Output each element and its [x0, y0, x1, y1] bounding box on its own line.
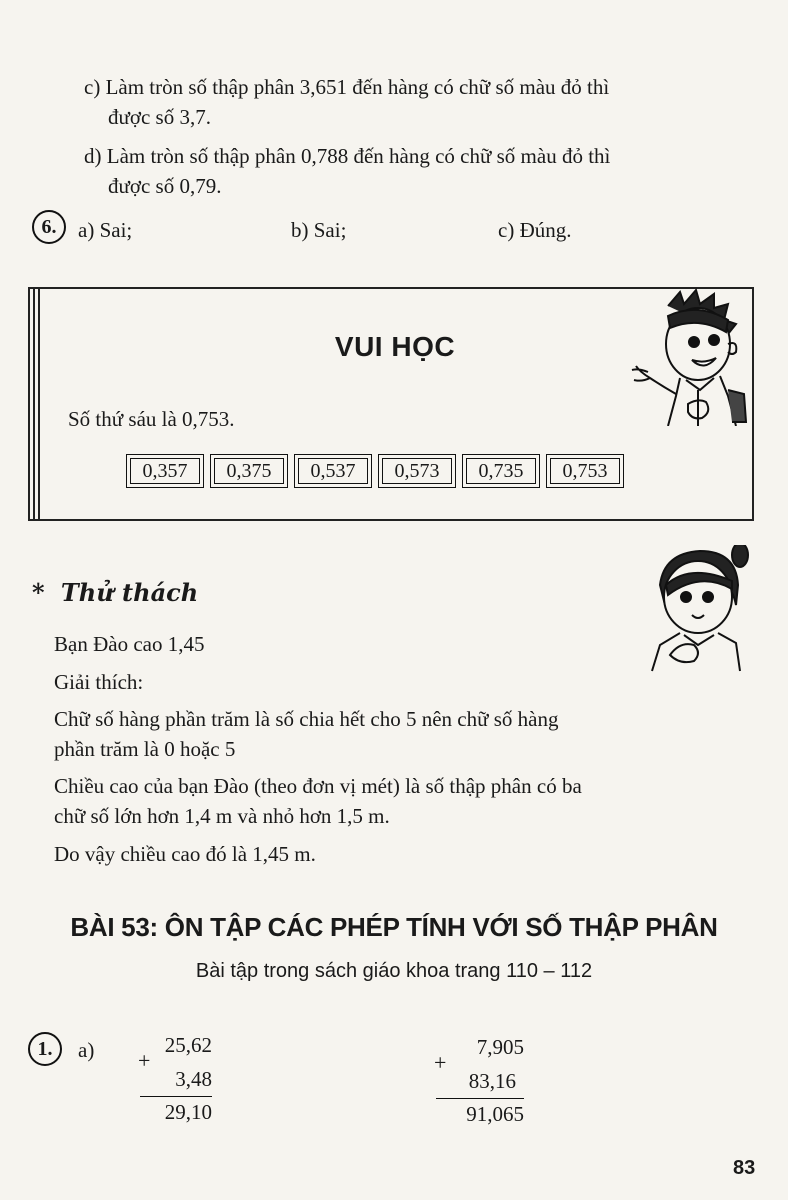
challenge-line: chữ số lớn hơn 1,4 m và nhỏ hơn 1,5 m. [54, 804, 390, 828]
number-box-value: 0,357 [130, 458, 200, 484]
challenge-line: Giải thích: [54, 670, 144, 694]
exercise-1a-label: a) [78, 1038, 95, 1062]
number-box-value: 0,753 [550, 458, 620, 484]
answer-6c: c) Đúng. [498, 218, 572, 242]
calc2 [436, 1032, 524, 1129]
item-5c-line1: c) Làm tròn số thập phân 3,651 đến hàng có chữ số màu đỏ thì [84, 75, 610, 99]
answer-6b: b) Sai; [291, 218, 347, 242]
number-box-row [126, 454, 624, 488]
calc1 [140, 1030, 212, 1127]
number-box-value: 0,537 [298, 458, 368, 484]
number-box-value: 0,375 [214, 458, 284, 484]
boy-illustration [628, 286, 750, 426]
girl-illustration [640, 545, 750, 675]
vui-hoc-title: VUI HỌC [334, 331, 456, 362]
calc1-operand1: 25,62 [164, 1033, 212, 1057]
item-5d-line2: được số 0,79. [108, 174, 222, 198]
calc2-operand2: 83,16 [468, 1069, 516, 1093]
number-box [294, 454, 372, 488]
number-box-value: 0,573 [382, 458, 452, 484]
lesson-subtitle: Bài tập trong sách giáo khoa trang 110 – 112 [195, 960, 593, 982]
lesson-title: BÀI 53: ÔN TẬP CÁC PHÉP TÍNH VỚI SỐ THẬP PHÂN [70, 912, 718, 942]
number-box [378, 454, 456, 488]
calc2-operator: + [434, 1050, 447, 1075]
number-box [462, 454, 540, 488]
exercise-6-number: 6. [32, 210, 66, 244]
item-5c-line2: được số 3,7. [108, 105, 211, 129]
item-5d-line1: d) Làm tròn số thập phân 0,788 đến hàng có chữ số màu đỏ thì [84, 144, 611, 168]
vui-hoc-statement: Số thứ sáu là 0,753. [68, 407, 235, 431]
challenge-line: Bạn Đào cao 1,45 [54, 632, 205, 656]
number-box [546, 454, 624, 488]
challenge-line: Do vậy chiều cao đó là 1,45 m. [54, 842, 316, 866]
calc2-result: 91,065 [466, 1102, 524, 1126]
number-box-value: 0,735 [466, 458, 536, 484]
exercise-1-number: 1. [28, 1032, 62, 1066]
calc1-operand2: 3,48 [175, 1067, 212, 1091]
challenge-line: Chiều cao của bạn Đào (theo đơn vị mét) là số thập phân có ba [54, 774, 582, 798]
calc1-result: 29,10 [164, 1100, 212, 1124]
challenge-line: Chữ số hàng phần trăm là số chia hết cho 5 nên chữ số hàng [54, 707, 559, 731]
challenge-title: Thử thách [60, 578, 199, 607]
answer-6a: a) Sai; [78, 218, 133, 242]
number-box [126, 454, 204, 488]
calc1-operator: + [138, 1048, 151, 1073]
page-number: 83 [733, 1157, 756, 1179]
challenge-star: * [32, 578, 45, 607]
challenge-line: phần trăm là 0 hoặc 5 [54, 737, 236, 761]
calc2-operand1: 7,905 [476, 1035, 524, 1059]
number-box [210, 454, 288, 488]
challenge-heading [32, 578, 198, 607]
